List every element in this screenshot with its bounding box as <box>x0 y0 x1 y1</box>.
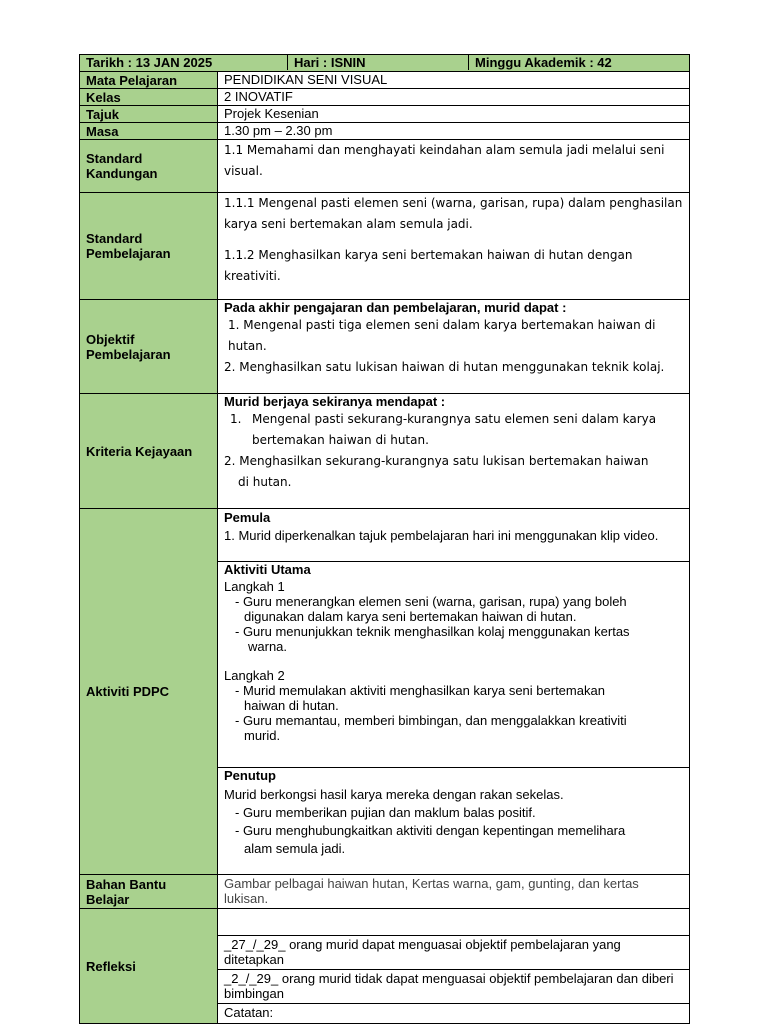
aktiviti-label: Aktiviti PDPC <box>80 509 218 875</box>
standard-kandungan-row <box>80 140 690 193</box>
sp-item-2: 1.1.2 Menghasilkan karya seni bertemakan haiwan di hutan dengan kreativiti. <box>224 248 633 283</box>
masa-row <box>80 123 690 140</box>
langkah-2-bullet-1: - Murid memulakan aktiviti menghasilkan karya seni bertemakan <box>235 683 605 698</box>
refleksi-line-1: _27_/_29_ orang murid dapat menguasai objektif pembelajaran yang ditetapkan <box>218 936 690 970</box>
refleksi-row-blank <box>80 909 690 936</box>
kriteria-label: Kriteria Kejayaan <box>80 394 218 509</box>
kriteria-item-1-number: 1. <box>230 412 242 426</box>
penutup-bullet-2-cont: alam semula jadi. <box>244 841 346 856</box>
bahan-value: Gambar pelbagai haiwan hutan, Kertas warna, gam, gunting, dan kertas lukisan. <box>218 875 690 909</box>
objektif-item-1: 1. Mengenal pasti tiga elemen seni dalam karya bertemakan haiwan di hutan. <box>228 318 656 353</box>
objektif-item-2: 2. Menghasilkan satu lukisan haiwan di hutan menggunakan teknik kolaj. <box>224 360 665 374</box>
tajuk-row <box>80 106 690 123</box>
tajuk-value: Projek Kesenian <box>218 106 690 123</box>
bahan-label: Bahan Bantu Belajar <box>80 875 218 909</box>
standard-kandungan-label: Standard Kandungan <box>80 140 218 193</box>
mata-pelajaran-value: PENDIDIKAN SENI VISUAL <box>218 72 690 89</box>
langkah-2-bullet-1-cont: haiwan di hutan. <box>244 698 339 713</box>
pemula-row <box>80 509 690 562</box>
kriteria-item-2-line1: 2. Menghasilkan sekurang-kurangnya satu lukisan bertemakan haiwan <box>224 454 649 468</box>
lesson-plan-table <box>79 54 690 1024</box>
kriteria-item-1-line1: Mengenal pasti sekurang-kurangnya satu elemen seni dalam karya <box>252 412 657 426</box>
pemula-text: 1. Murid diperkenalkan tajuk pembelajaran hari ini menggunakan klip video. <box>224 528 659 543</box>
kelas-row <box>80 89 690 106</box>
standard-pembelajaran-row <box>80 193 690 300</box>
standard-kandungan-value: 1.1 Memahami dan menghayati keindahan alam semula jadi melalui seni visual. <box>218 140 690 193</box>
bahan-row <box>80 875 690 909</box>
standard-pembelajaran-label: Standard Pembelajaran <box>80 193 218 300</box>
penutup-bullet-2: - Guru menghubungkaitkan aktiviti dengan kepentingan memelihara <box>235 823 626 838</box>
objektif-row <box>80 300 690 394</box>
kriteria-item-1-line2: bertemakan haiwan di hutan. <box>252 433 429 447</box>
refleksi-blank-cell <box>218 909 690 936</box>
penutup-heading: Penutup <box>224 768 276 783</box>
hari-cell: Hari : ISNIN <box>288 55 469 70</box>
sp-item-1: 1.1.1 Mengenal pasti elemen seni (warna, garisan, rupa) dalam penghasilan karya seni bertemakan alam semula jadi. <box>224 196 683 231</box>
langkah-2-bullet-2: - Guru memantau, memberi bimbingan, dan menggalakkan kreativiti <box>235 713 627 728</box>
penutup-bullet-1: - Guru memberikan pujian dan maklum balas positif. <box>235 805 536 820</box>
refleksi-line-2: _2_/_29_ orang murid tidak dapat menguasai objektif pembelajaran dan diberi bimbingan <box>218 970 690 1004</box>
kriteria-row <box>80 394 690 509</box>
minggu-cell: Minggu Akademik : 42 <box>475 55 612 70</box>
mata-pelajaran-label: Mata Pelajaran <box>80 72 218 89</box>
objektif-heading: Pada akhir pengajaran dan pembelajaran, murid dapat : <box>224 300 567 315</box>
kriteria-item-2-line2: di hutan. <box>238 475 292 489</box>
langkah-1-bullet-1: - Guru menerangkan elemen seni (warna, garisan, rupa) yang boleh <box>235 594 627 609</box>
mata-pelajaran-row <box>80 72 690 89</box>
langkah-2-bullet-2-cont: murid. <box>244 728 281 743</box>
penutup-text: Murid berkongsi hasil karya mereka dengan rakan sekelas. <box>224 787 564 802</box>
tajuk-label: Tajuk <box>80 106 218 123</box>
tarikh-cell: Tarikh : 13 JAN 2025 <box>80 55 288 70</box>
langkah-1-bullet-2-cont: warna. <box>248 639 288 654</box>
masa-label: Masa <box>80 123 218 140</box>
header-row <box>80 55 690 72</box>
kriteria-item-1 <box>224 409 683 451</box>
kelas-label: Kelas <box>80 89 218 106</box>
pemula-heading: Pemula <box>224 510 271 525</box>
kelas-value: 2 INOVATIF <box>218 89 690 106</box>
langkah-2-label: Langkah 2 <box>224 668 285 683</box>
langkah-1-label: Langkah 1 <box>224 579 285 594</box>
masa-value: 1.30 pm – 2.30 pm <box>218 123 690 140</box>
langkah-1-bullet-1-cont: digunakan dalam karya seni bertemakan haiwan di hutan. <box>244 609 577 624</box>
refleksi-label: Refleksi <box>80 909 218 1024</box>
objektif-label: Objektif Pembelajaran <box>80 300 218 394</box>
kriteria-heading: Murid berjaya sekiranya mendapat : <box>224 394 446 409</box>
aktiviti-utama-heading: Aktiviti Utama <box>224 562 311 577</box>
refleksi-catatan: Catatan: <box>218 1004 690 1024</box>
langkah-1-bullet-2: - Guru menunjukkan teknik menghasilkan kolaj menggunakan kertas <box>235 624 630 639</box>
